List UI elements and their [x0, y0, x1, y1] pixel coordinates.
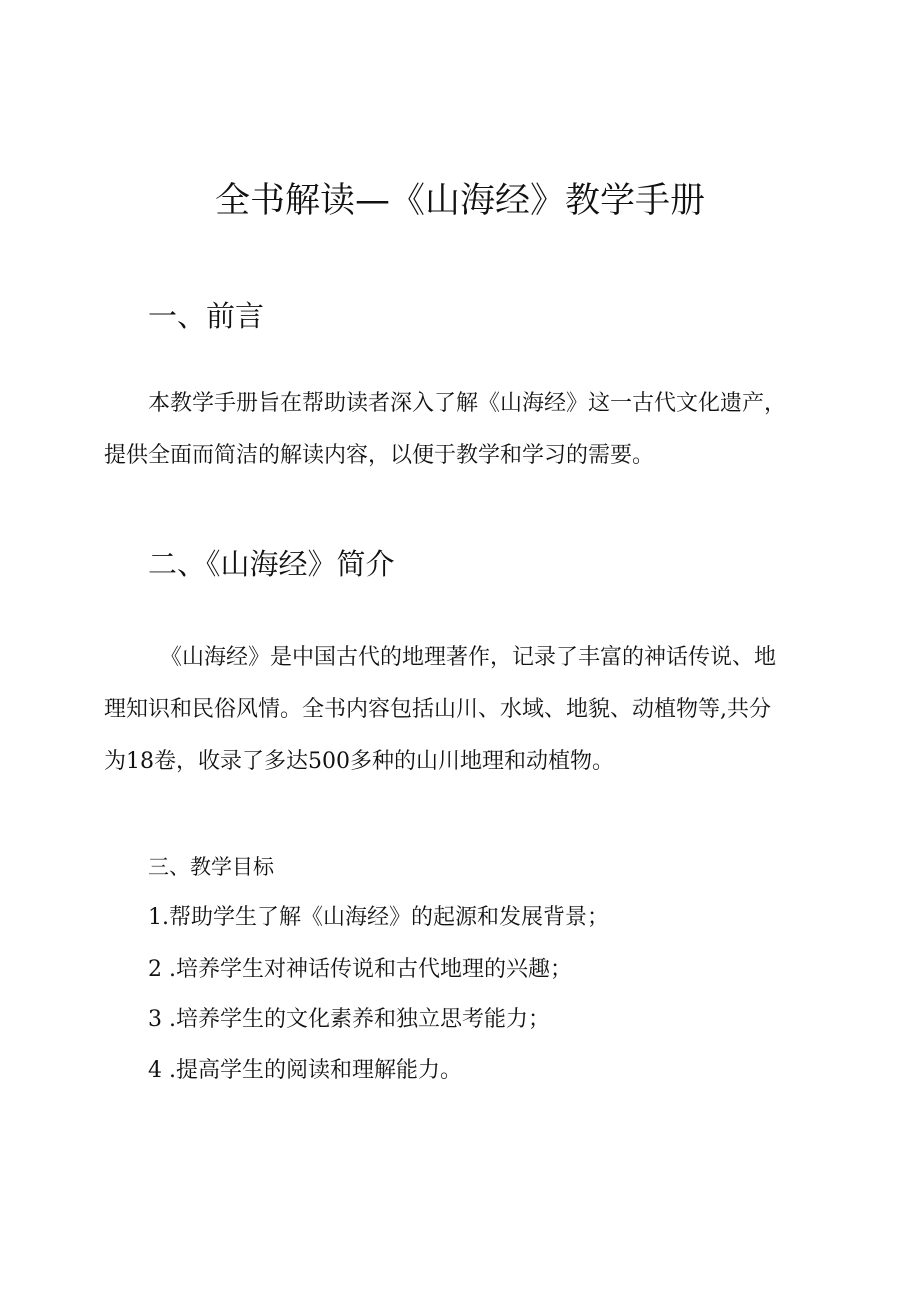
- paragraph-line: 本教学手册旨在帮助读者深入了解《山海经》这一古代文化遗产，: [148, 391, 787, 416]
- goal-list-item: 4 .提高学生的阅读和理解能力。: [148, 1058, 462, 1083]
- section-heading-goals: 三、教学目标: [148, 855, 274, 879]
- paragraph-line: 提供全面而简洁的解读内容，以便于教学和学习的需要。: [104, 443, 655, 468]
- section-heading-preface: 一、前言: [148, 299, 265, 333]
- intro-paragraph: [104, 632, 824, 788]
- goal-list-item: 2 .培养学生对神话传说和古代地理的兴趣；: [148, 957, 572, 982]
- paragraph-line: 《山海经》是中国古代的地理著作，记录了丰富的神话传说、地: [160, 645, 777, 670]
- paragraph-line: 为18卷，收录了多达500多种的山川地理和动植物。: [104, 749, 614, 774]
- document-title: 全书解读—《山海经》教学手册: [214, 181, 705, 221]
- preface-paragraph: [104, 378, 824, 482]
- paragraph-line: 理知识和民俗风情。全书内容包括山川、水域、地貌、动植物等,共分: [104, 697, 771, 722]
- goal-list-item: 1.帮助学生了解《山海经》的起源和发展背景；: [148, 905, 609, 930]
- section-heading-intro: 二、《山海经》简介: [148, 547, 395, 581]
- goal-list-item: 3 .培养学生的文化素养和独立思考能力；: [148, 1007, 550, 1032]
